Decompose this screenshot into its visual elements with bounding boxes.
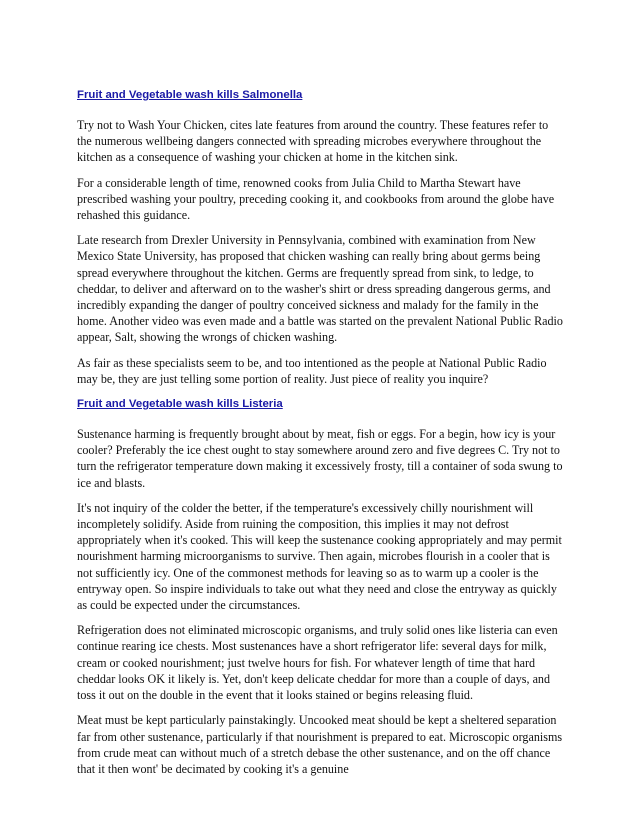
paragraph: It's not inquiry of the colder the better, if the temperature's excessively chilly nourishment will incompletely solidify. Aside from ruining the composition, this implies it may not defrost appropriately when it's cooked. This will keep the sustenance cooking appropriately and may permit nourishment harming microorganisms to survive. Then again, microbes flourish in a cooler that is not sufficiently icy. One of the commonest methods for leaving so as to warm up a cooler is the entryway open. So inspire individuals to take out what they need and close the entryway as quickly as could be expected under the circumstances. xyxy=(77,500,562,613)
section-heading-listeria[interactable]: Fruit and Vegetable wash kills Listeria xyxy=(77,398,283,411)
paragraph: Meat must be kept particularly painstakingly. Uncooked meat should be kept a sheltered separation far from other sustenance, particularly if that nourishment is prepared to eat. Microscopic organisms from crude meat can without much of a stretch debase the other sustenance, and on the off chance that it then wont' be decimated by cooking it's a genuine xyxy=(77,713,563,776)
paragraph: Late research from Drexler University in Pennsylvania, combined with examination from New Mexico State University, has proposed that chicken washing can really bring about germs being spread everywhere throughout the kitchen. Germs are frequently spread from sink, to ledge, to cheddar, to deliver and afterward on to the washer's shirt or dress spreading dangerous germs, and incredibly expanding the danger of poultry conceived sickness and malady for the family in the home. Another video was even made and a battle was started on the prevalent National Public Radio appear, Salt, showing the wrongs of chicken washing. xyxy=(77,233,563,345)
paragraph: Sustenance harming is frequently brought about by meat, fish or eggs. For a begin, how icy is your cooler? Preferably the ice chest ought to stay somewhere around zero and five degrees C. Try not to turn the refrigerator temperature down making it excessively frosty, till a container of soda swung to ice and blasts. xyxy=(77,427,563,490)
section-heading-salmonella[interactable]: Fruit and Vegetable wash kills Salmonella xyxy=(77,89,303,101)
paragraph: Try not to Wash Your Chicken, cites late features from around the country. These features refer to the numerous wellbeing dangers connected with spreading microbes everywhere throughout the kitchen as a consequence of washing your chicken at home in the kitchen sink. xyxy=(77,118,549,165)
paragraph: Refrigeration does not eliminated microscopic organisms, and truly solid ones like listeria can even continue rearing ice chests. Most sustenances have a short refrigerator life: several days for milk, cream or cooked nourishment; just twelve hours for fish. For whatever length of time that hard cheddar looks OK it likely is. Yet, don't keep delicate cheddar for more than a couple of days, and toss it out on the double in the event that it looks stained or begins releasing fluid. xyxy=(77,623,558,703)
paragraph: As fair as these specialists seem to be, and too intentioned as the people at National Public Radio may be, they are just telling some portion of reality. Just piece of reality you inquire? xyxy=(77,355,547,386)
document-page xyxy=(77,87,565,786)
paragraph: For a considerable length of time, renowned cooks from Julia Child to Martha Stewart have prescribed washing your poultry, preceding cooking it, and cookbooks from around the globe have rehashed this guidance. xyxy=(77,175,555,223)
